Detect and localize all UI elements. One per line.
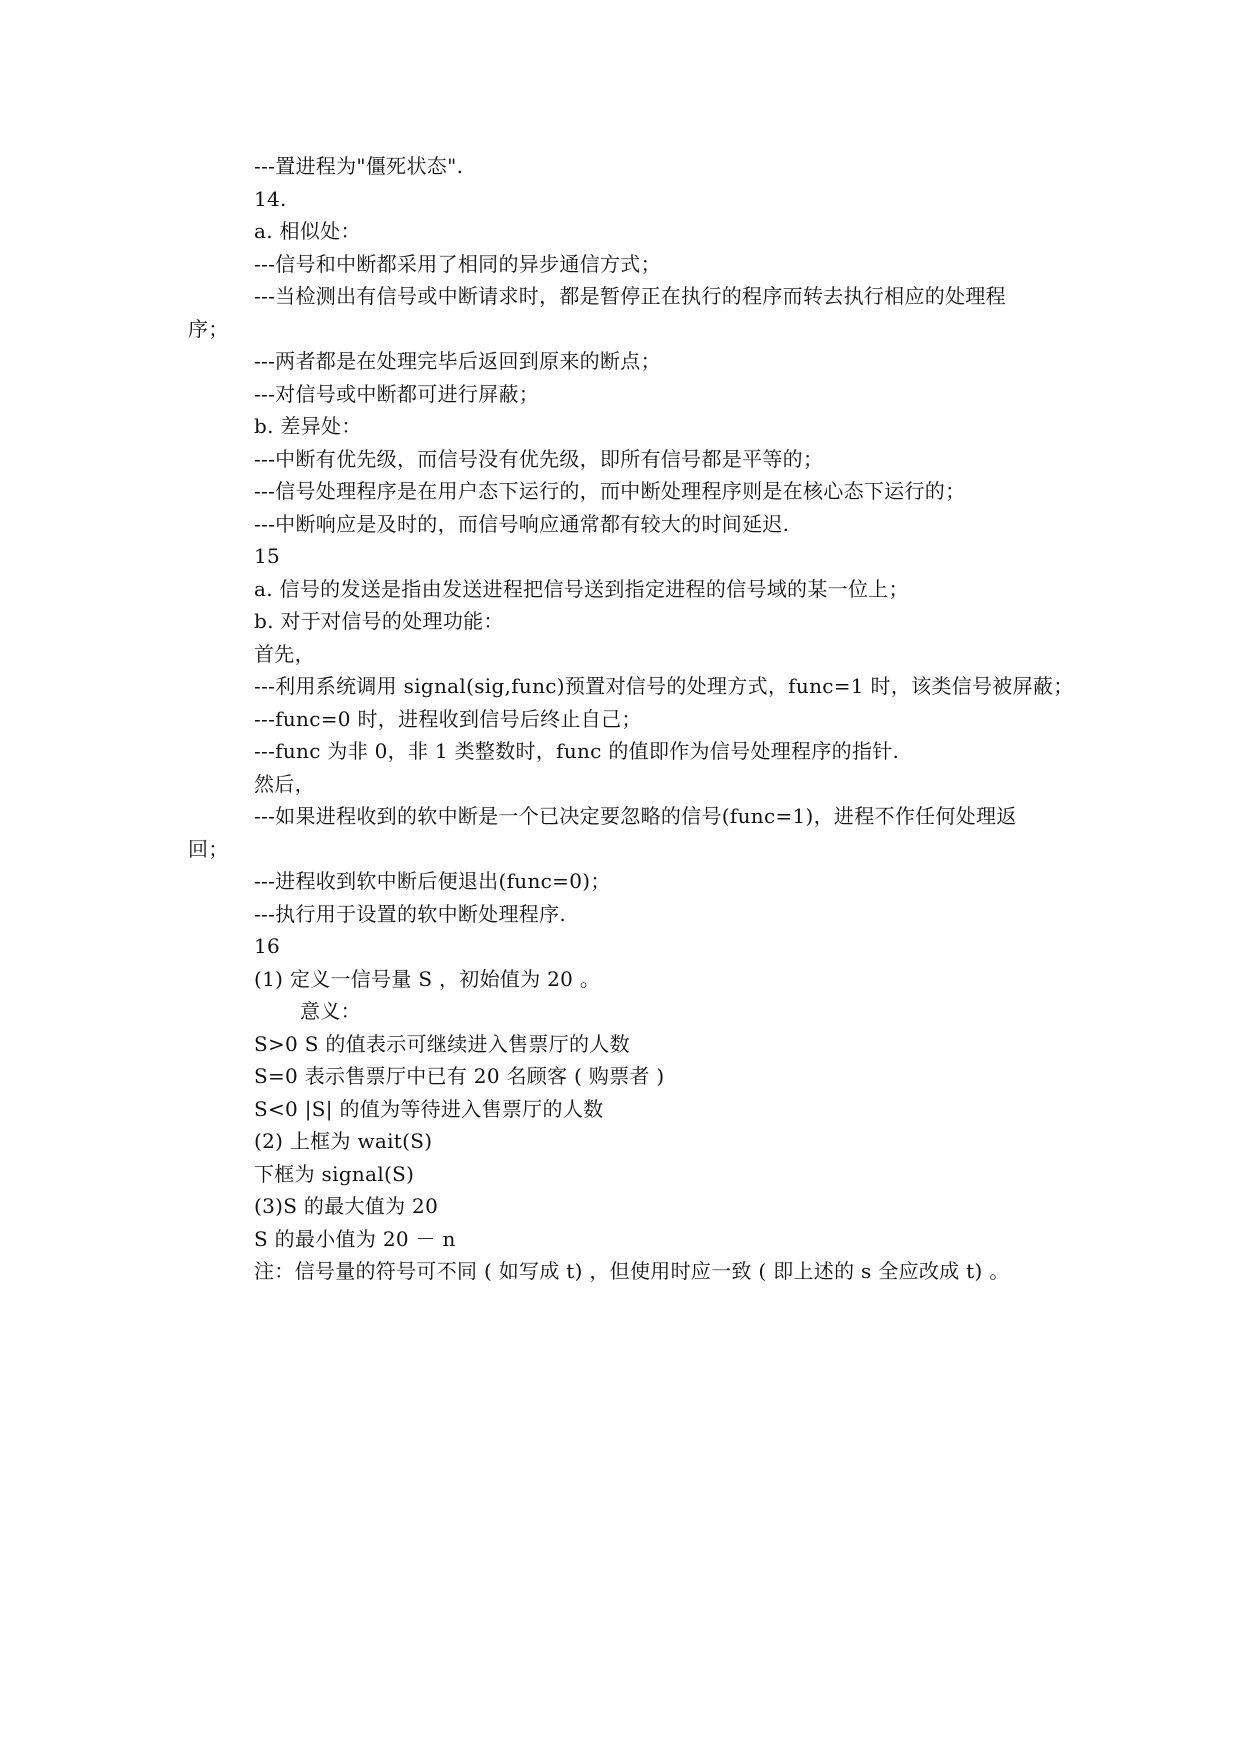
text-line: ---执行用于设置的软中断处理程序.	[254, 901, 567, 926]
document-body	[188, 150, 1074, 1288]
text-line: 然后，	[254, 771, 315, 796]
text-line: S=0 表示售票厅中已有 20 名顾客 ( 购票者 )	[254, 1064, 665, 1088]
text-line: ---func=0 时，进程收到信号后终止自己；	[254, 706, 642, 731]
text-line: S 的最小值为 20 － n	[254, 1226, 456, 1251]
text-line: ---func 为非 0，非 1 类整数时，func 的值即作为信号处理程序的指针.	[254, 739, 900, 763]
text-line: ---中断有优先级，而信号没有优先级，即所有信号都是平等的；	[254, 446, 824, 471]
text-line: ---中断响应是及时的，而信号响应通常都有较大的时间延迟.	[254, 511, 790, 536]
text-line: 序；	[188, 316, 229, 341]
text-line: ---信号处理程序是在用户态下运行的，而中断处理程序则是在核心态下运行的；	[254, 479, 966, 503]
text-line: ---对信号或中断都可进行屏蔽；	[254, 381, 540, 406]
text-line: ---两者都是在处理完毕后返回到原来的断点；	[254, 349, 661, 373]
text-line: 14.	[254, 186, 287, 211]
text-line: b. 对于对信号的处理功能：	[254, 609, 504, 633]
text-line: 首先，	[254, 641, 315, 666]
text-line: ---信号和中断都采用了相同的异步通信方式；	[254, 251, 661, 276]
text-line: a. 信号的发送是指由发送进程把信号送到指定进程的信号域的某一位上；	[254, 576, 909, 601]
text-line: S>0 S 的值表示可继续进入售票厅的人数	[254, 1031, 630, 1056]
text-line: 意义：	[300, 999, 361, 1023]
text-line: S<0 |S| 的值为等待进入售票厅的人数	[254, 1096, 604, 1121]
text-line: 15	[254, 544, 281, 568]
text-line: ---利用系统调用 signal(sig,func)预置对信号的处理方式，func=1 时，该类信号被屏蔽；	[254, 674, 1074, 698]
text-line: ---如果进程收到的软中断是一个已决定要忽略的信号(func=1)，进程不作任何处理返	[254, 804, 1017, 828]
text-line: 注：信号量的符号可不同 ( 如写成 t) ，但使用时应一致 ( 即上述的 s 全应改成 t) 。	[254, 1259, 1010, 1283]
text-line: (1) 定义一信号量 S ，初始值为 20 。	[254, 966, 601, 991]
text-line: a. 相似处：	[254, 219, 361, 243]
text-line: 16	[254, 934, 281, 958]
text-line: 回；	[188, 836, 229, 861]
text-line: 下框为 signal(S)	[254, 1161, 415, 1186]
text-line: ---进程收到软中断后便退出(func=0)；	[254, 869, 611, 893]
text-line: ---当检测出有信号或中断请求时，都是暂停正在执行的程序而转去执行相应的处理程	[254, 284, 1006, 308]
text-line: (2) 上框为 wait(S)	[254, 1129, 433, 1153]
text-line: b. 差异处：	[254, 414, 362, 438]
text-line: (3)S 的最大值为 20	[254, 1194, 439, 1218]
text-line: ---置进程为"僵死状态".	[254, 154, 464, 178]
